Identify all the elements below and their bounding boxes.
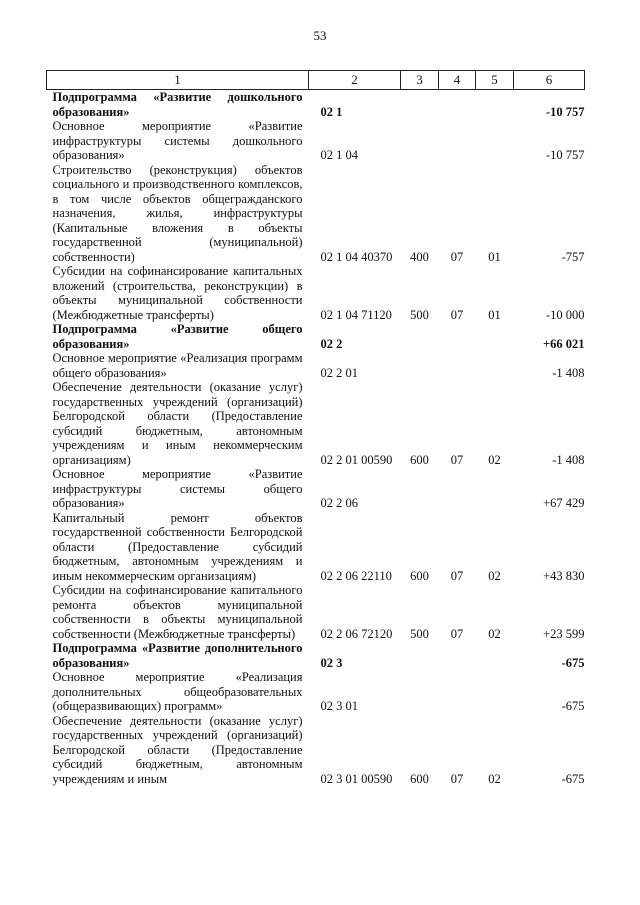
row-section (439, 670, 476, 714)
row-expense-type (401, 351, 439, 380)
row-subsection (476, 351, 514, 380)
row-expense-type (401, 670, 439, 714)
row-subsection (476, 322, 514, 351)
row-name: Основное мероприятие «Реализация дополнительных общеобразовательных (общеразвивающих) программ» (52, 670, 303, 713)
row-code: 02 1 04 (320, 148, 358, 162)
row-subsection (476, 90, 514, 120)
row-name: Строительство (реконструкция) объектов социального и производственного комплексов, в том числе объектов общегражданского назначения, жилья, инфраструктуры (Капитальные вложения в объекты государственной (муниципальной) собственности) (52, 162, 303, 264)
header-col-6: 6 (514, 71, 585, 90)
row-name: Субсидии на софинансирование капитальных вложений (строительства, реконструкции) в объекты муниципальной собственности (Межбюджетные трансферты) (52, 264, 303, 322)
row-subsection: 01 (488, 249, 501, 264)
row-name: Обеспечение деятельности (оказание услуг) государственных учреждений (организаций) Белгородской области (Предоставление субсидий бюджетным, автономным учреждениям и иным некоммерческим организациям) (52, 380, 303, 467)
row-section (439, 90, 476, 120)
budget-table (46, 70, 585, 786)
row-section: 07 (450, 307, 464, 322)
row-section (439, 641, 476, 670)
row-code: 02 3 (320, 655, 343, 670)
row-code: 02 2 06 (320, 496, 358, 510)
table-row (47, 641, 585, 670)
row-subsection (476, 641, 514, 670)
row-code: 02 1 (320, 104, 343, 119)
page-number: 53 (313, 28, 327, 43)
table-row (47, 467, 585, 511)
row-code: 02 3 01 (320, 699, 358, 713)
row-amount: -1 408 (552, 452, 585, 467)
row-section: 07 (450, 626, 464, 641)
row-subsection (476, 467, 514, 511)
header-col-3: 3 (401, 71, 439, 90)
row-subsection: 02 (488, 626, 501, 641)
row-subsection: 02 (488, 568, 501, 583)
row-section (439, 119, 476, 163)
row-subsection: 02 (488, 452, 501, 467)
row-section: 07 (450, 568, 464, 583)
row-code: 02 1 04 71120 (320, 307, 392, 322)
table-row (47, 583, 585, 641)
row-name: Подпрограмма «Развитие дошкольного образования» (52, 90, 303, 119)
row-expense-type: 600 (410, 568, 429, 583)
row-amount: +66 021 (543, 336, 585, 351)
row-name: Капитальный ремонт объектов государственной собственности Белгородской области (Предоставление субсидий бюджетным, автономным учреждениям и иным некоммерческим организациям) (52, 510, 303, 583)
table-row (47, 670, 585, 714)
header-col-2: 2 (309, 71, 401, 90)
row-expense-type (401, 322, 439, 351)
row-amount: -10 000 (545, 307, 585, 322)
row-amount: +43 830 (543, 568, 585, 583)
row-expense-type (401, 90, 439, 120)
row-section (439, 467, 476, 511)
row-name: Подпрограмма «Развитие дополнительного образования» (52, 641, 303, 670)
row-name: Основное мероприятие «Реализация программ общего образования» (52, 351, 303, 380)
row-amount: -675 (561, 699, 585, 713)
table-row (47, 119, 585, 163)
row-section: 07 (450, 771, 464, 786)
row-code: 02 1 04 40370 (320, 249, 393, 264)
table-row (47, 163, 585, 265)
row-name: Основное мероприятие «Развитие инфраструктуры системы общего образования» (52, 467, 303, 510)
table-row (47, 714, 585, 787)
row-amount: -10 757 (545, 148, 585, 162)
row-name: Основное мероприятие «Развитие инфраструктуры системы дошкольного образования» (52, 119, 303, 162)
row-section: 07 (450, 452, 464, 467)
table-row (47, 380, 585, 467)
row-expense-type: 600 (410, 452, 429, 467)
header-col-4: 4 (439, 71, 476, 90)
row-amount: -675 (561, 655, 585, 670)
row-subsection (476, 119, 514, 163)
row-code: 02 2 06 22110 (320, 568, 392, 583)
row-code: 02 2 (320, 336, 343, 351)
row-amount: +23 599 (543, 626, 585, 641)
row-expense-type: 400 (410, 249, 429, 264)
row-section (439, 351, 476, 380)
row-code: 02 3 01 00590 (320, 771, 393, 786)
row-expense-type: 500 (410, 626, 429, 641)
table-row (47, 90, 585, 120)
header-col-1: 1 (47, 71, 309, 90)
header-col-5: 5 (476, 71, 514, 90)
row-amount: -675 (561, 771, 585, 786)
table-body (47, 90, 585, 787)
row-amount: -1 408 (552, 365, 585, 380)
row-name: Субсидии на софинансирование капитального ремонта объектов муниципальной собственности в объекты муниципальной собственности (Межбюджетные трансферты) (52, 583, 303, 641)
row-subsection (476, 670, 514, 714)
row-subsection: 01 (488, 307, 501, 322)
row-name: Подпрограмма «Развитие общего образования» (52, 322, 303, 351)
table-row (47, 264, 585, 322)
table-header-row (47, 71, 585, 90)
row-expense-type (401, 467, 439, 511)
row-code: 02 2 01 (320, 365, 358, 380)
row-amount: -757 (561, 249, 585, 264)
row-name: Обеспечение деятельности (оказание услуг) государственных учреждений (организаций) Белгородской области (Предоставление субсидий бюджетным, автономным учреждениям и иным (52, 713, 303, 786)
row-expense-type: 600 (410, 771, 429, 786)
table-row (47, 511, 585, 584)
row-code: 02 2 01 00590 (320, 452, 393, 467)
row-code: 02 2 06 72120 (320, 626, 393, 641)
table-row (47, 351, 585, 380)
row-subsection: 02 (488, 771, 501, 786)
table-row (47, 322, 585, 351)
row-amount: +67 429 (543, 496, 585, 510)
row-expense-type (401, 119, 439, 163)
row-section: 07 (450, 249, 464, 264)
row-section (439, 322, 476, 351)
row-expense-type (401, 641, 439, 670)
row-amount: -10 757 (545, 104, 585, 119)
row-expense-type: 500 (410, 307, 429, 322)
